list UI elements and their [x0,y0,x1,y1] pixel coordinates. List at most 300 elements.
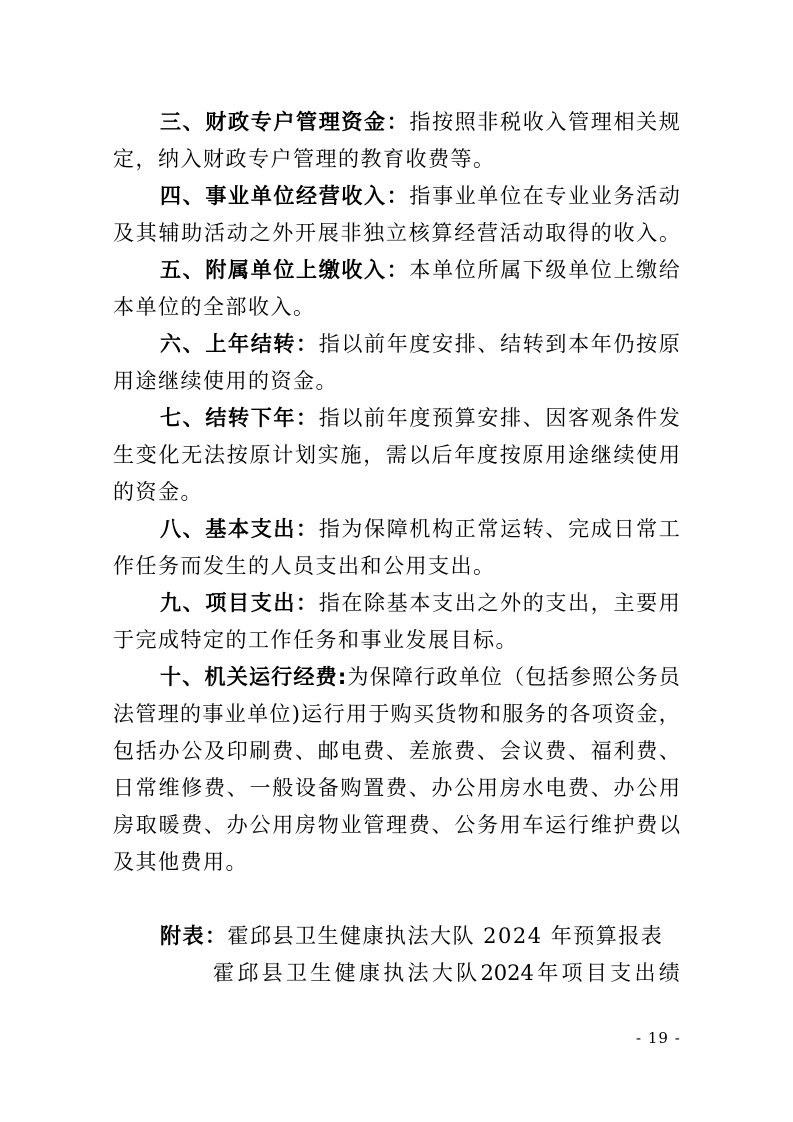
text-run: 指 [318,591,340,615]
text-run: 位 [273,184,295,208]
text-run: 、 [477,739,498,763]
text-run: 得 [568,221,589,245]
text-run: 年 [590,332,612,356]
text-run: 于完成特定的工作任务和事业发展目标。 [113,628,518,652]
text-run: 办 [226,813,248,837]
text-run: 正 [454,517,476,541]
page-number: - 19 - [636,1029,681,1047]
text-run: 主 [613,591,635,615]
text-run: 完 [568,517,590,541]
text-run: 各 [569,702,591,726]
text-run: 所 [477,258,499,282]
text-run: ： [296,332,318,356]
text-run: 物 [457,702,479,726]
text-run: 划 [295,443,316,467]
text-run: 因 [545,406,567,430]
text-run: 作任务而发生的人员支出和公用支出。 [113,554,496,578]
text-run: 位 [269,702,291,726]
text-run: 服 [502,702,524,726]
text-run: 本单位的全部收入。 [113,295,316,319]
text-run: 法 [113,702,134,726]
text-line [113,622,680,659]
text-run: 和 [480,702,502,726]
text-run: 资 [341,110,363,134]
text-line [113,511,680,548]
text-run: 费 [408,813,430,837]
text-line [113,733,680,770]
text-run: 障 [391,665,413,689]
text-run: 转 [522,517,544,541]
text-run: 营 [477,221,498,245]
text-run: 务 [477,813,498,837]
text-run: 理 [386,813,407,837]
text-run: 级 [545,258,567,282]
text-run: 动 [226,221,248,245]
text-run: 相 [613,110,635,134]
text-run: 安 [477,406,499,430]
text-run: 业 [228,184,250,208]
text-run: ： [296,406,318,430]
text-run: 单 [250,258,272,282]
text-run: 立 [386,221,407,245]
text-run: 属 [228,258,250,282]
text-run: （ [503,665,525,689]
text-run: 取 [545,221,567,245]
text-run: 运 [500,517,522,541]
text-run: 运 [248,665,270,689]
text-run: 保 [364,517,386,541]
text-run: 、 [295,739,316,763]
text-line [113,326,680,363]
text-run: 按 [226,443,248,467]
text-run: 八 [160,517,181,541]
text-run: 排 [500,406,522,430]
text-run: 金 [636,702,658,726]
text-run: 公 [614,665,636,689]
text-run: 理 [590,110,612,134]
text-run: 出 [454,591,476,615]
text-run: 收 [522,110,544,134]
text-run: 金 [364,110,386,134]
text-run: 费 [363,739,385,763]
text-line [113,437,680,474]
text-run: 上 [613,258,635,282]
text-run: 及 [204,739,225,763]
blank-line [113,881,680,918]
text-run: 取 [135,813,157,837]
text-run: 前 [364,406,386,430]
text-run: 设 [295,776,316,800]
text-run: 核 [408,221,430,245]
text-run: 原 [522,443,544,467]
text-run: 业 [568,184,590,208]
text-run: 买 [413,702,435,726]
text-run: 单 [432,258,454,282]
text-run: 成 [590,517,612,541]
text-run: 施 [340,443,362,467]
text-run: 括 [135,739,157,763]
text-run: 旅 [431,739,453,763]
text-run: 无 [181,443,203,467]
text-run: 房 [499,776,521,800]
text-run: 结 [205,406,227,430]
text-run: 开 [295,221,316,245]
text-line [113,585,680,622]
text-run: 生 [113,443,134,467]
text-run: 按 [432,110,454,134]
text-run: 队 [456,961,478,985]
text-run: 暖 [158,813,180,837]
text-run: 指 [318,517,340,541]
text-run: 常 [135,776,157,800]
text-run: 附表： [160,924,228,948]
text-run: 护 [613,813,635,837]
text-run: 业 [590,184,612,208]
text-run: 九 [160,591,181,615]
text-run: 、 [182,110,204,134]
text-run: 霍 [213,961,234,985]
text-run: 后 [431,443,453,467]
text-run: 用 [272,813,294,837]
text-run: 行 [271,665,293,689]
text-run: 前 [364,332,386,356]
text-run: 包 [525,665,547,689]
text-run: 政 [436,665,458,689]
text-run: 动 [522,221,544,245]
text-run: 货 [435,702,457,726]
text-run: 动 [658,184,680,208]
text-run: 的 [522,591,544,615]
text-run: 五 [160,258,181,282]
text-run: 经 [454,221,476,245]
text-run: 排 [454,332,476,356]
text-run: 备 [317,776,339,800]
text-run: 营 [318,184,340,208]
text-run: 电 [545,776,567,800]
text-run: 位 [454,258,476,282]
text-run: 业 [454,184,476,208]
text-run: 目 [585,961,607,985]
text-run: 条 [613,406,635,430]
text-run: 于 [368,702,390,726]
text-run: ， [590,591,612,615]
text-run: 参 [569,665,591,689]
text-run: 为 [347,665,369,689]
text-run: 外 [272,221,294,245]
text-run: 指 [409,184,431,208]
text-run: 专 [545,184,567,208]
text-run: 房 [295,813,316,837]
text-run: 费 [636,813,658,837]
text-run: ) [291,702,300,726]
text-run: 费 [568,776,589,800]
text-run: 度 [409,332,431,356]
text-run: 六 [160,332,181,356]
text-run: 。 [659,221,680,245]
text-line [113,252,680,289]
text-run: ， [658,702,680,726]
text-run: 的 [547,702,569,726]
text-run: 单 [250,184,272,208]
text-run: 及其他费用。 [113,850,248,874]
text-run: 活 [499,221,521,245]
text-run: 维 [590,813,612,837]
text-run: 支 [432,591,454,615]
text-run: 及 [113,221,134,245]
text-run: 用 [658,591,680,615]
text-run: 年 [273,406,295,430]
text-run: 置 [363,776,385,800]
text-run: 转 [273,332,295,356]
text-run: 年 [228,332,250,356]
text-run: 运 [301,702,323,726]
text-run: 福 [590,739,612,763]
text-run: 给 [658,258,680,282]
text-run: 费 [204,776,225,800]
text-run: 印 [226,739,248,763]
text-run: 位 [500,184,522,208]
text-run: 十 [160,665,181,689]
text-run: 费 [272,739,294,763]
text-run: 的 [180,702,202,726]
text-run: 资 [614,702,636,726]
text-run: 七 [160,406,181,430]
text-run: 本 [409,591,431,615]
text-run: 机 [409,517,431,541]
text-run: 般 [272,776,294,800]
text-run: 规 [658,110,680,134]
text-run: 缴 [318,258,340,282]
text-run: 公 [181,739,203,763]
text-run: 基 [205,517,227,541]
text-run: 单 [568,258,590,282]
text-run: 费 [545,739,567,763]
text-run: 执 [383,961,405,985]
text-run: 日 [113,776,134,800]
text-run: 运 [545,813,567,837]
text-run: 房 [113,813,134,837]
text-run: ： [386,110,408,134]
text-run: 预 [432,406,454,430]
text-run: 上 [296,258,318,282]
text-run: 定，纳入财政专户管理的教育收费等。 [113,147,496,171]
text-run: 常 [477,517,499,541]
text-run: 出 [568,591,590,615]
text-run: 县 [261,961,283,985]
text-run: 公 [454,813,476,837]
text-run: 度 [477,443,498,467]
text-run: 照 [592,665,614,689]
text-run: 维 [158,776,180,800]
text-run: 、 [182,591,204,615]
text-run: 包 [113,739,134,763]
text-run: 工 [658,517,680,541]
text-run: 入 [636,221,658,245]
text-run: ： [296,517,318,541]
text-run: 、 [182,517,204,541]
text-run: 支 [250,591,272,615]
text-run: 、 [659,739,680,763]
text-run: 项 [561,961,583,985]
text-run: 继 [590,443,612,467]
text-run: 客 [568,406,590,430]
text-run: 化 [158,443,180,467]
text-run: 支 [250,517,272,541]
text-run: 、 [408,776,430,800]
text-run: 差 [408,739,430,763]
text-run: 管 [135,702,157,726]
text-run: 事 [205,184,227,208]
text-run: 转 [228,406,250,430]
text-run: 行 [414,665,436,689]
text-run: 生 [310,961,332,985]
text-run: 收 [613,221,635,245]
text-run: 收 [341,258,363,282]
text-run: 变 [135,443,157,467]
text-run: 务 [524,702,546,726]
text-run: 用 [499,813,521,837]
text-run: 车 [522,813,544,837]
text-run: 构 [432,517,454,541]
text-run: 费 [386,776,407,800]
text-run: 、 [182,332,204,356]
text-line [113,770,680,807]
text-run: 本 [568,332,590,356]
text-run: 公 [636,776,658,800]
text-run: 独 [363,221,385,245]
text-line [113,141,680,178]
text-run: 用 [477,776,498,800]
text-run: 障 [386,517,408,541]
text-run: 在 [341,591,363,615]
text-run: 办 [613,776,635,800]
text-run: 2024 [480,961,534,985]
text-run: 刷 [249,739,271,763]
text-run: 以 [341,332,363,356]
text-line [113,178,680,215]
text-run: 行 [323,702,345,726]
text-run: 专 [250,110,272,134]
document-body [113,104,680,992]
text-run: 之 [249,221,271,245]
text-run: 管 [568,110,590,134]
text-run: 照 [454,110,476,134]
text-run: 目 [228,591,250,615]
text-run: 电 [340,739,362,763]
text-run: 、 [545,517,567,541]
text-run: 管 [363,813,385,837]
text-run: 年 [386,406,408,430]
text-run: 下 [250,406,272,430]
text-run: 购 [390,702,412,726]
text-run: 属 [500,258,522,282]
text-run: 出 [634,961,656,985]
text-run: 位 [480,665,502,689]
text-run: 关 [636,110,658,134]
text-run: 展 [317,221,339,245]
text-run: 辅 [158,221,180,245]
text-run: 业 [340,813,362,837]
text-run: 指 [318,332,340,356]
text-run: 在 [522,184,544,208]
text-run: 日 [613,517,635,541]
text-run: 收 [341,184,363,208]
text-run: 要 [636,591,658,615]
text-run: 到 [545,332,567,356]
text-run: 计 [272,443,294,467]
text-line [113,215,680,252]
text-run: 单 [247,702,269,726]
text-run: 务 [636,665,658,689]
text-run: 用 [345,702,367,726]
text-run: 大 [431,961,453,985]
text-run: 支 [610,961,632,985]
text-line [113,289,680,326]
text-run: 关 [226,665,248,689]
text-run: 经 [296,184,318,208]
text-run: 费 [315,665,337,689]
text-run: 按 [636,332,658,356]
text-line [113,955,680,992]
text-run: 本 [228,517,250,541]
text-run: 活 [636,184,658,208]
text-run: 、 [182,184,204,208]
text-run: 务 [613,184,635,208]
text-run: 三 [160,110,181,134]
text-run: 除 [364,591,386,615]
text-run: 、 [182,665,204,689]
text-run: 常 [636,517,658,541]
text-run: 出 [273,591,295,615]
text-run: 公 [454,776,476,800]
text-run: 算 [454,406,476,430]
text-run: 按 [499,443,521,467]
text-run: 位 [273,258,295,282]
text-run: 、 [226,776,248,800]
text-run: 用 [659,776,680,800]
text-run: 项 [591,702,613,726]
text-run: 、 [204,813,225,837]
text-run: 用 [545,443,567,467]
text-line [113,104,680,141]
text-line [113,918,680,955]
text-run: 助 [181,221,203,245]
text-run: 入 [364,258,386,282]
text-run: 外 [500,591,522,615]
text-run: 续 [613,443,635,467]
text-run: 购 [340,776,362,800]
text-run: 事 [202,702,224,726]
text-run: 用途继续使用的资金。 [113,369,338,393]
text-line [113,807,680,844]
text-run: 以 [341,406,363,430]
text-line [113,659,680,696]
text-line [113,844,680,881]
text-run: 非 [340,221,362,245]
text-run: 观 [590,406,612,430]
text-run: 安 [432,332,454,356]
text-run: 、 [568,739,589,763]
text-run: 用 [659,443,680,467]
text-run: 霍邱县卫生健康执法大队 2024 年预算报表 [227,924,664,948]
text-line [113,363,680,400]
text-run: 健 [334,961,356,985]
text-run: 其 [135,221,157,245]
text-run: 仍 [613,332,635,356]
text-run: 位 [590,258,612,282]
text-run: 、 [386,739,407,763]
text-run: 绩 [658,961,680,985]
